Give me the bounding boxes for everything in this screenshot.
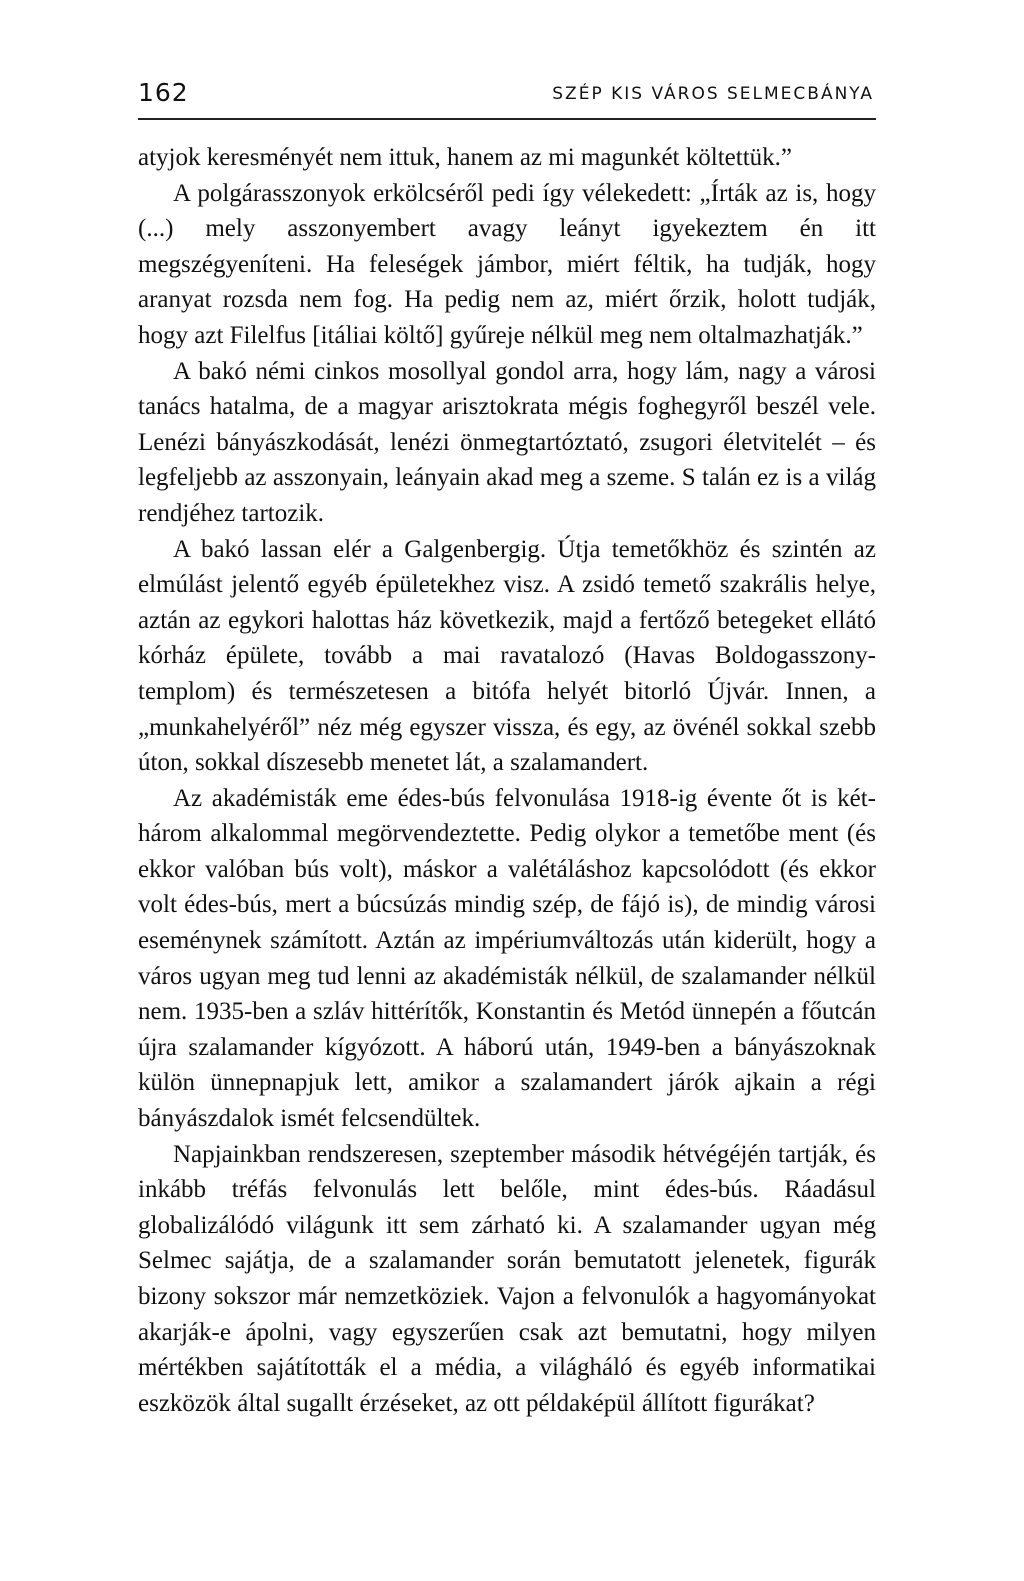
running-title: SZÉP KIS VÁROS SELMECBÁNYA: [552, 84, 874, 104]
page-number: 162: [138, 78, 189, 107]
page-header: [138, 78, 876, 120]
paragraph: atyjok keresményét nem ittuk, hanem az mi magunkét költettük.”: [138, 144, 792, 171]
body-text: [138, 140, 876, 1421]
paragraph: A polgárasszonyok erkölcséről pedi így vélekedett: „Írták az is, hogy (...) mely asszonyembert avagy leányt igyekeztem én itt megszégyeníteni. Ha feleségek jámbor, miért féltik, ha tudják, hogy aranyat rozsda nem fog. Ha pedig nem az, miért őrzik, holott tudják, hogy azt Filelfus [itáliai költő] gyűreje nélkül meg nem oltalmazhatják.”: [138, 179, 876, 349]
paragraph: A bakó lassan elér a Galgenbergig. Útja temetőkhöz és szintén az elmúlást jelentő egyéb épületekhez visz. A zsidó temető szakrális helye, aztán az egykori halottas ház következik, majd a fertőző betegeket ellátó kórház épülete, tovább a mai ravatalozó (Havas Boldogasszony-templom) és természetesen a bitófa helyét bitorló Újvár. Innen, a „munkahelyéről” néz még egyszer vissza, és egy, az övénél sokkal szebb úton, sokkal díszesebb menetet lát, a szalamandert.: [138, 535, 876, 777]
paragraph: Napjainkban rendszeresen, szeptember második hétvégéjén tartják, és inkább tréfás felvonulás lett belőle, mint édes-bús. Ráadásul globalizálódó világunk itt sem zárható ki. A szalamander ugyan még Selmec sajátja, de a szalamander során bemutatott jelenetek, figurák bizony sokszor már nemzetköziek. Vajon a felvonulók a hagyományokat akarják-e ápolni, vagy egyszerűen csak azt bemutatni, hogy milyen mértékben sajátították el a média, a világháló és egyéb informatikai eszközök által sugallt érzéseket, az ott példaképül állított figurákat?: [138, 1140, 876, 1417]
paragraph: Az akadémisták eme édes-bús felvonulása 1918-ig évente őt is két-három alkalommal megörvendeztette. Pedig olykor a temetőbe ment (és ekkor valóban bús volt), máskor a valétáláshoz kapcsolódott (és ekkor volt édes-bús, mert a búcsúzás mindig szép, de fájó is), de mindig városi eseménynek számított. Aztán az impériumváltozás után kiderült, hogy a város ugyan meg tud lenni az akadémisták nélkül, de szalamander nélkül nem. 1935-ben a szláv hittérítők, Konstantin és Metód ünnepén a főutcán újra szalamander kígyózott. A háború után, 1949-ben a bányászoknak külön ünnepnapjuk lett, amikor a szalamandert járók ajkain a régi bányászdalok ismét felcsendültek.: [138, 784, 876, 1133]
paragraph: A bakó némi cinkos mosollyal gondol arra, hogy lám, nagy a városi tanács hatalma, de a magyar arisztokrata mégis foghegyről beszél vele. Lenézi bányászkodását, lenézi önmegtartóztató, zsugori életvitelét – és legfeljebb az asszonyain, leányain akad meg a szeme. S talán ez is a világ rendjéhez tartozik.: [138, 357, 876, 527]
